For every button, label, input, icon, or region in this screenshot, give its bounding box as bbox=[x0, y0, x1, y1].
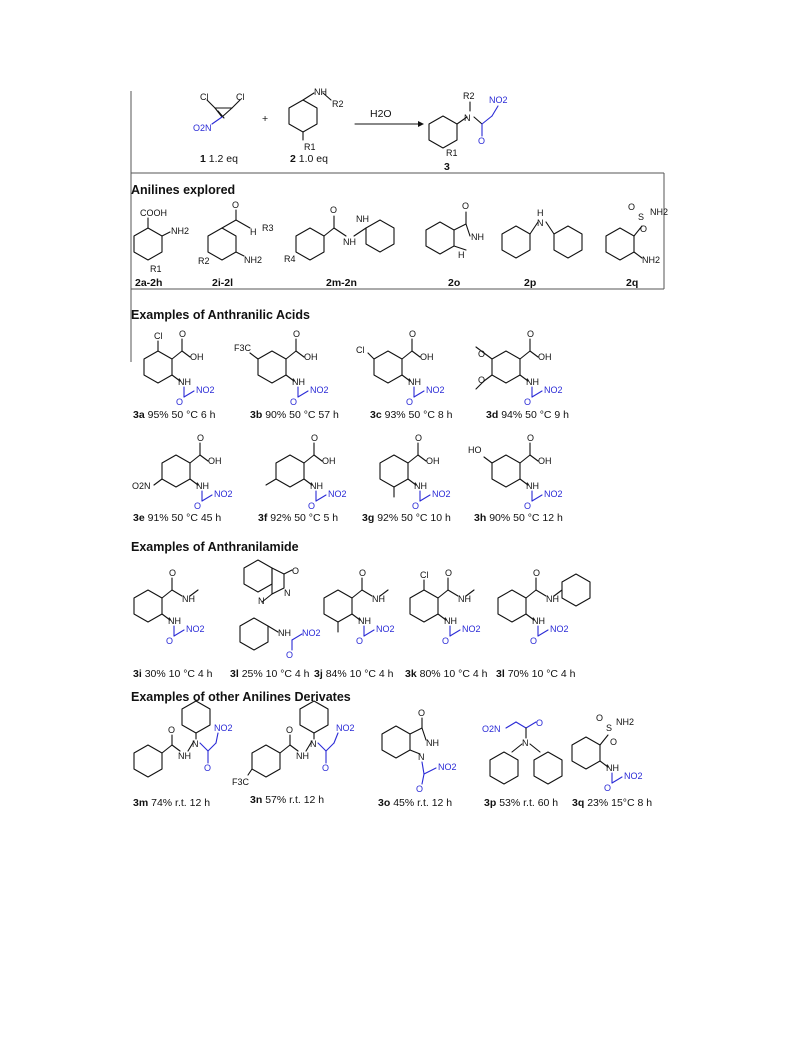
atom-label: O bbox=[286, 650, 294, 660]
arrowhead bbox=[418, 121, 424, 127]
acid-3h-structure bbox=[468, 433, 563, 511]
atom-label: OH bbox=[190, 352, 204, 362]
product-3-structure bbox=[429, 91, 508, 158]
atom-label: NH bbox=[444, 616, 457, 626]
amide-3k-structure bbox=[410, 568, 481, 646]
aniline-2q-label: 2q bbox=[626, 277, 639, 289]
acid-3c-caption: 3c 93% 50 °C 8 h bbox=[370, 409, 453, 421]
atom-label: NO2 bbox=[214, 489, 233, 499]
atom-label: NO2 bbox=[550, 624, 569, 634]
atom-label: OH bbox=[208, 456, 222, 466]
atom-label: F3C bbox=[232, 777, 250, 787]
atom-label: O bbox=[527, 329, 535, 339]
atom-label: O bbox=[524, 501, 532, 511]
atom-label: O bbox=[530, 636, 538, 646]
atom-label: OH bbox=[426, 456, 440, 466]
atom-label: O bbox=[169, 568, 177, 578]
atom-label: O bbox=[478, 375, 486, 385]
atom-label: O bbox=[412, 501, 420, 511]
atom-label: O bbox=[527, 433, 535, 443]
acid-3a-structure bbox=[144, 329, 215, 407]
atom-label: O bbox=[628, 202, 636, 212]
atom-label: NO2 bbox=[544, 489, 563, 499]
atom-label: H bbox=[458, 250, 465, 260]
aniline-2m-2n-label: 2m-2n bbox=[326, 277, 357, 289]
atom-label: Cl bbox=[200, 92, 209, 102]
atom-label: N bbox=[284, 588, 291, 598]
section-title-others: Examples of other Anilines Derivates bbox=[131, 690, 351, 704]
amide-3l-caption-2: 3l 70% 10 °C 4 h bbox=[496, 668, 576, 680]
amide-3k-caption: 3k 80% 10 °C 4 h bbox=[405, 668, 488, 680]
atom-label: N bbox=[258, 596, 265, 606]
section-title-anilines: Anilines explored bbox=[131, 183, 236, 197]
atom-label: NH2 bbox=[616, 717, 635, 727]
reagent-2-caption: 2 1.0 eq bbox=[290, 153, 328, 165]
atom-label: O bbox=[418, 708, 426, 718]
atom-label: NH bbox=[358, 616, 371, 626]
atom-label: O bbox=[356, 636, 364, 646]
atom-label: NH bbox=[278, 628, 291, 638]
atom-label: O bbox=[524, 397, 532, 407]
aniline-2o-label: 2o bbox=[448, 277, 461, 289]
atom-label: O bbox=[478, 136, 486, 146]
atom-label: NH bbox=[532, 616, 545, 626]
atom-label: NH bbox=[314, 87, 327, 97]
atom-label: NO2 bbox=[426, 385, 445, 395]
acid-3d-structure bbox=[476, 329, 563, 407]
atom-label: NH bbox=[606, 763, 619, 773]
atom-label: S bbox=[638, 212, 645, 222]
other-3n-caption: 3n 57% r.t. 12 h bbox=[250, 794, 325, 806]
atom-label: Cl bbox=[420, 570, 429, 580]
aniline-2a-2h-label: 2a-2h bbox=[135, 277, 163, 289]
acid-3e-structure bbox=[132, 433, 233, 511]
atom-label: NH bbox=[182, 594, 195, 604]
atom-label: NH bbox=[196, 481, 209, 491]
atom-label: O bbox=[478, 349, 486, 359]
atom-label: O bbox=[232, 200, 240, 210]
atom-label: OH bbox=[538, 352, 552, 362]
atom-label: O bbox=[194, 501, 202, 511]
atom-label: N bbox=[522, 738, 529, 748]
acid-3a-caption: 3a 95% 50 °C 6 h bbox=[133, 409, 216, 421]
atom-label: NO2 bbox=[214, 723, 233, 733]
atom-label: R2 bbox=[463, 91, 475, 101]
reagent-1-structure bbox=[193, 92, 245, 133]
aniline-2q-structure bbox=[606, 202, 668, 265]
atom-label: NH bbox=[526, 377, 539, 387]
atom-label: NH bbox=[372, 594, 385, 604]
atom-label: O bbox=[409, 329, 417, 339]
atom-label: NO2 bbox=[302, 628, 321, 638]
aniline-2a-2h-structure bbox=[134, 208, 189, 274]
atom-label: O bbox=[166, 636, 174, 646]
acid-3f-structure bbox=[266, 433, 347, 511]
atom-label: R4 bbox=[284, 254, 296, 264]
atom-label: O bbox=[610, 737, 618, 747]
atom-label: O bbox=[604, 783, 612, 793]
atom-label: NH bbox=[178, 377, 191, 387]
atom-label: O2N bbox=[132, 481, 151, 491]
atom-label: NH bbox=[458, 594, 471, 604]
atom-label: OH bbox=[322, 456, 336, 466]
amide-3l-anilide-structure bbox=[498, 568, 590, 646]
atom-label: NH2 bbox=[244, 255, 263, 265]
atom-label: NH bbox=[292, 377, 305, 387]
atom-label: N bbox=[464, 113, 471, 123]
atom-label: R1 bbox=[150, 264, 162, 274]
atom-label: O bbox=[286, 725, 294, 735]
atom-label: O bbox=[462, 201, 470, 211]
other-3n-structure bbox=[232, 701, 355, 787]
atom-label: O bbox=[311, 433, 319, 443]
atom-label: NO2 bbox=[544, 385, 563, 395]
atom-label: NH bbox=[168, 616, 181, 626]
atom-label: O bbox=[197, 433, 205, 443]
atom-label: NH bbox=[343, 237, 356, 247]
atom-label: S bbox=[606, 723, 613, 733]
other-3p-structure bbox=[482, 718, 562, 784]
atom-label: N bbox=[537, 218, 544, 228]
acid-3h-caption: 3h 90% 50 °C 12 h bbox=[474, 512, 563, 524]
atom-label: NH bbox=[310, 481, 323, 491]
atom-label: R2 bbox=[332, 99, 344, 109]
atom-label: Cl bbox=[154, 331, 163, 341]
atom-label: NH bbox=[426, 738, 439, 748]
atom-label: OH bbox=[420, 352, 434, 362]
atom-label: O bbox=[445, 568, 453, 578]
atom-label: N bbox=[418, 752, 425, 762]
amide-3i-structure bbox=[134, 568, 205, 646]
atom-label: F3C bbox=[234, 343, 252, 353]
atom-label: NO2 bbox=[310, 385, 329, 395]
reagent-2-structure bbox=[289, 87, 344, 152]
atom-label: R2 bbox=[198, 256, 210, 266]
atom-label: NH bbox=[356, 214, 369, 224]
atom-label: NH bbox=[178, 751, 191, 761]
other-3m-caption: 3m 74% r.t. 12 h bbox=[133, 797, 211, 809]
aniline-2o-structure bbox=[426, 201, 484, 260]
atom-label: N bbox=[310, 739, 317, 749]
solvent-label: H2O bbox=[370, 108, 392, 120]
section-title-amides: Examples of Anthranilamide bbox=[131, 540, 299, 554]
atom-label: O bbox=[290, 397, 298, 407]
atom-label: R1 bbox=[446, 148, 458, 158]
atom-label: NO2 bbox=[462, 624, 481, 634]
aniline-2p-structure bbox=[502, 208, 582, 258]
atom-label: O bbox=[596, 713, 604, 723]
acid-3d-caption: 3d 94% 50 °C 9 h bbox=[486, 409, 570, 421]
atom-label: O bbox=[204, 763, 212, 773]
atom-label: O bbox=[533, 568, 541, 578]
atom-label: O bbox=[322, 763, 330, 773]
atom-label: O bbox=[293, 329, 301, 339]
atom-label: R3 bbox=[262, 223, 274, 233]
atom-label: NO2 bbox=[376, 624, 395, 634]
atom-label: NO2 bbox=[624, 771, 643, 781]
atom-label: O bbox=[308, 501, 316, 511]
acid-3e-caption: 3e 91% 50 °C 45 h bbox=[133, 512, 222, 524]
amide-3j-caption: 3j 84% 10 °C 4 h bbox=[314, 668, 394, 680]
atom-label: O bbox=[330, 205, 338, 215]
atom-label: H bbox=[250, 227, 257, 237]
atom-label: NH bbox=[526, 481, 539, 491]
other-3q-structure bbox=[572, 713, 643, 793]
atom-label: O bbox=[176, 397, 184, 407]
atom-label: O bbox=[179, 329, 187, 339]
atom-label: HO bbox=[468, 445, 482, 455]
aniline-2m-2n-structure bbox=[284, 205, 394, 264]
product-3-caption: 3 bbox=[444, 161, 450, 173]
atom-label: O bbox=[640, 224, 648, 234]
atom-label: NH2 bbox=[171, 226, 190, 236]
atom-label: NO2 bbox=[432, 489, 451, 499]
atom-label: OH bbox=[538, 456, 552, 466]
amide-3l-caption-1: 3l 25% 10 °C 4 h bbox=[230, 668, 310, 680]
atom-label: NH bbox=[471, 232, 484, 242]
other-3q-caption: 3q 23% 15°C 8 h bbox=[572, 797, 653, 809]
atom-label: O bbox=[292, 566, 300, 576]
aniline-2i-2l-label: 2i-2l bbox=[212, 277, 234, 289]
atom-label: R1 bbox=[304, 142, 316, 152]
atom-label: NO2 bbox=[336, 723, 355, 733]
atom-label: O bbox=[536, 718, 544, 728]
atom-label: O bbox=[442, 636, 450, 646]
atom-label: NO2 bbox=[196, 385, 215, 395]
other-3o-structure bbox=[382, 708, 457, 794]
aniline-2i-2l-structure bbox=[198, 200, 274, 266]
plus-sign: + bbox=[262, 113, 269, 125]
other-3m-structure bbox=[134, 701, 233, 777]
acid-3b-caption: 3b 90% 50 °C 57 h bbox=[250, 409, 339, 421]
atom-label: NH bbox=[296, 751, 309, 761]
atom-label: NH bbox=[546, 594, 559, 604]
aniline-2p-label: 2p bbox=[524, 277, 537, 289]
amide-3l-quinazolinone-structure bbox=[240, 560, 321, 660]
amide-3j-structure bbox=[324, 568, 395, 646]
atom-label: O bbox=[406, 397, 414, 407]
atom-label: O bbox=[359, 568, 367, 578]
reagent-1-caption: 1 1.2 eq bbox=[200, 153, 238, 165]
acid-3c-structure bbox=[356, 329, 445, 407]
acid-3g-caption: 3g 92% 50 °C 10 h bbox=[362, 512, 451, 524]
atom-label: NO2 bbox=[328, 489, 347, 499]
atom-label: NH bbox=[414, 481, 427, 491]
atom-label: O bbox=[415, 433, 423, 443]
atom-label: NO2 bbox=[489, 95, 508, 105]
acid-3g-structure bbox=[380, 433, 451, 511]
atom-label: NH bbox=[408, 377, 421, 387]
atom-label: Cl bbox=[356, 345, 365, 355]
section-title-acids: Examples of Anthranilic Acids bbox=[131, 308, 310, 322]
atom-label: NH2 bbox=[650, 207, 669, 217]
atom-label: NO2 bbox=[438, 762, 457, 772]
atom-label: O bbox=[168, 725, 176, 735]
atom-label: NO2 bbox=[186, 624, 205, 634]
other-3p-caption: 3p 53% r.t. 60 h bbox=[484, 797, 559, 809]
atom-label: O2N bbox=[193, 123, 212, 133]
amide-3i-caption: 3i 30% 10 °C 4 h bbox=[133, 668, 213, 680]
atom-label: H bbox=[537, 208, 544, 218]
atom-label: OH bbox=[304, 352, 318, 362]
acid-3f-caption: 3f 92% 50 °C 5 h bbox=[258, 512, 339, 524]
atom-label: N bbox=[192, 739, 199, 749]
atom-label: O2N bbox=[482, 724, 501, 734]
other-3o-caption: 3o 45% r.t. 12 h bbox=[378, 797, 453, 809]
atom-label: NH2 bbox=[642, 255, 661, 265]
atom-label: Cl bbox=[236, 92, 245, 102]
acid-3b-structure bbox=[234, 329, 329, 407]
atom-label: COOH bbox=[140, 208, 167, 218]
atom-label: O bbox=[416, 784, 424, 794]
